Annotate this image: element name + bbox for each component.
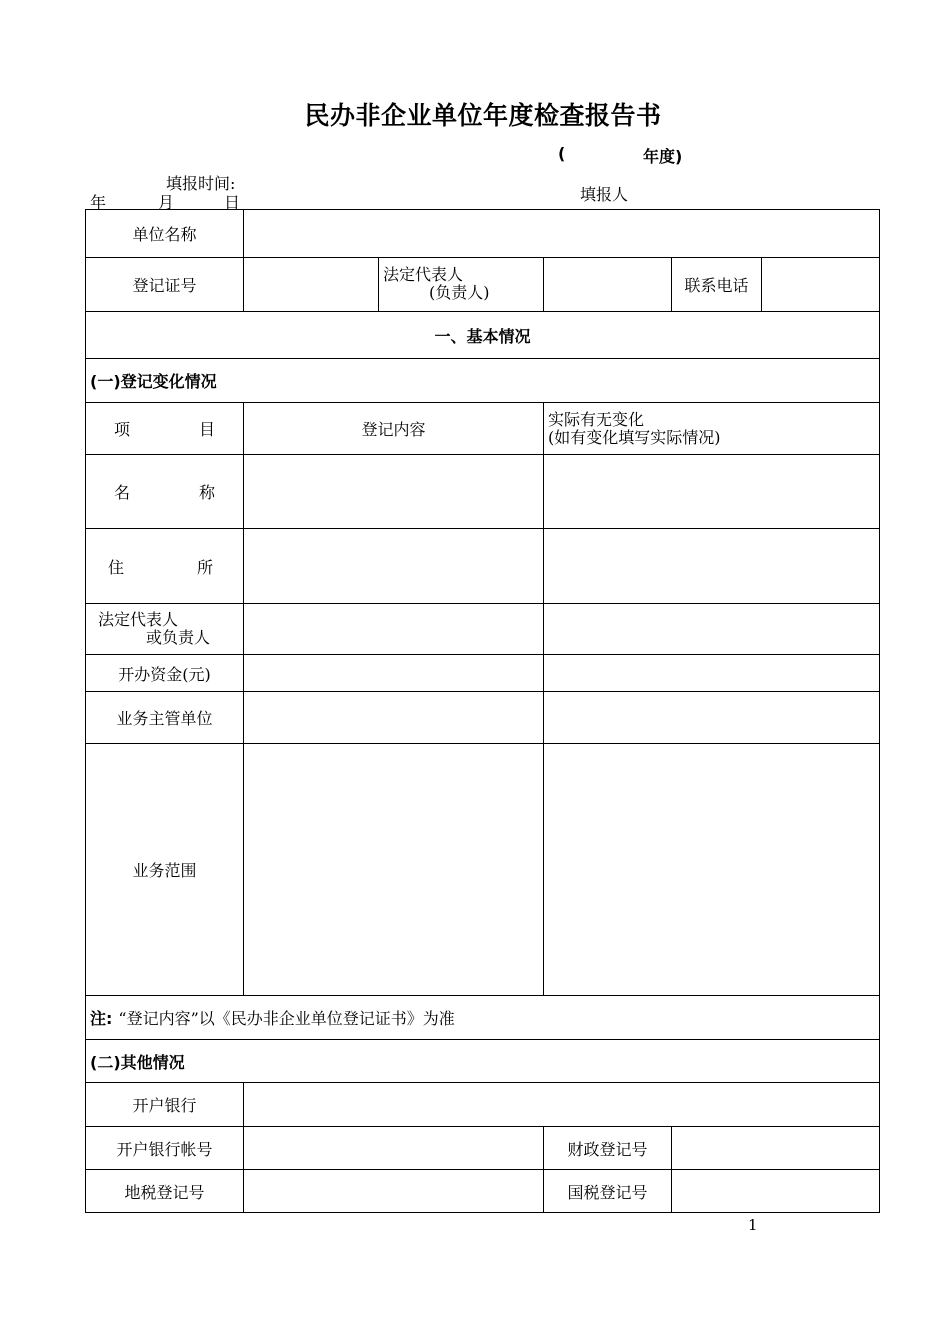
legal-reg-value[interactable] [244, 604, 544, 655]
bank-value[interactable] [244, 1083, 880, 1127]
row-unit-name [86, 210, 880, 258]
legal-rep-label [379, 258, 544, 312]
filler-label: 填报人 [580, 185, 629, 204]
legal-rep-line1: 法定代表人 [383, 265, 464, 284]
phone-value[interactable] [762, 258, 880, 312]
row-section-basic [86, 312, 880, 359]
subsection-other-heading: (二)其他情况 [86, 1040, 880, 1083]
capital-change-value[interactable] [544, 655, 880, 692]
day-char: 日 [224, 193, 241, 212]
row-address [86, 529, 880, 604]
note-text: “登记内容”以《民办非企业单位登记证书》为准 [118, 1009, 455, 1028]
row-address-label [86, 529, 244, 604]
row-address-b: 所 [196, 557, 213, 577]
col-reg-content-header: 登记内容 [244, 403, 544, 455]
year-char: 年 [90, 193, 107, 212]
row-name-label [86, 455, 244, 529]
note-prefix: 注: [90, 1009, 113, 1028]
bank-account-value[interactable] [244, 1127, 544, 1170]
local-tax-value[interactable] [244, 1170, 544, 1213]
row-name-b: 称 [198, 483, 215, 502]
row-bank-account [86, 1127, 880, 1170]
national-tax-value[interactable] [672, 1170, 880, 1213]
legal-rep-line2: (负责人) [429, 283, 490, 302]
row-legal-label [86, 604, 244, 655]
row-name-a: 名 [114, 483, 131, 502]
row-bank [86, 1083, 880, 1127]
month-char: 月 [158, 193, 175, 212]
col-item-a: 项 [114, 420, 131, 439]
row-scope-label: 业务范围 [86, 744, 244, 996]
subsection-reg-change-heading: (一)登记变化情况 [86, 359, 880, 403]
finance-reg-label: 财政登记号 [544, 1127, 672, 1170]
row-note [86, 996, 880, 1040]
supervisor-change-value[interactable] [544, 692, 880, 744]
national-tax-label: 国税登记号 [544, 1170, 672, 1213]
row-subsection-reg-change [86, 359, 880, 403]
col-change-line2: (如有变化填写实际情况) [548, 427, 721, 447]
page-title: 民办非企业单位年度检查报告书 [304, 101, 662, 130]
section-basic-heading: 一、基本情况 [86, 312, 880, 359]
col-change-line1: 实际有无变化 [548, 409, 645, 429]
address-change-value[interactable] [544, 529, 880, 604]
legal-change-value[interactable] [544, 604, 880, 655]
year-open-paren: ( [558, 144, 566, 163]
col-item-b: 目 [198, 420, 215, 439]
page-number: 1 [748, 1216, 758, 1234]
unit-name-label: 单位名称 [86, 210, 244, 258]
bank-label: 开户银行 [86, 1083, 244, 1127]
finance-reg-value[interactable] [672, 1127, 880, 1170]
reg-cert-no-value[interactable] [244, 258, 379, 312]
row-supervisor-label: 业务主管单位 [86, 692, 244, 744]
fill-time-label: 填报时间: [166, 174, 236, 193]
legal-rep-value[interactable] [544, 258, 672, 312]
name-reg-value[interactable] [244, 455, 544, 529]
row-capital-label: 开办资金(元) [86, 655, 244, 692]
reg-cert-no-label: 登记证号 [86, 258, 244, 312]
row-address-a: 住 [108, 557, 125, 577]
phone-label: 联系电话 [672, 258, 762, 312]
row-subsection-other [86, 1040, 880, 1083]
row-tax [86, 1170, 880, 1213]
row-name [86, 455, 880, 529]
row-supervisor [86, 692, 880, 744]
name-change-value[interactable] [544, 455, 880, 529]
scope-reg-value[interactable] [244, 744, 544, 996]
bank-account-label: 开户银行帐号 [86, 1127, 244, 1170]
row-scope [86, 744, 880, 996]
report-form-table [85, 209, 880, 1213]
row-capital [86, 655, 880, 692]
year-label: 年度) [643, 147, 683, 166]
col-change-header [544, 403, 880, 455]
row-legal-line2: 或负责人 [146, 628, 211, 647]
scope-change-value[interactable] [544, 744, 880, 996]
address-reg-value[interactable] [244, 529, 544, 604]
row-column-headers [86, 403, 880, 455]
local-tax-label: 地税登记号 [86, 1170, 244, 1213]
supervisor-reg-value[interactable] [244, 692, 544, 744]
row-legal-line1: 法定代表人 [98, 610, 179, 629]
row-reg-cert [86, 258, 880, 312]
unit-name-value[interactable] [244, 210, 880, 258]
capital-reg-value[interactable] [244, 655, 544, 692]
note-cell [86, 996, 880, 1040]
col-item-header [86, 403, 244, 455]
row-legal-rep [86, 604, 880, 655]
